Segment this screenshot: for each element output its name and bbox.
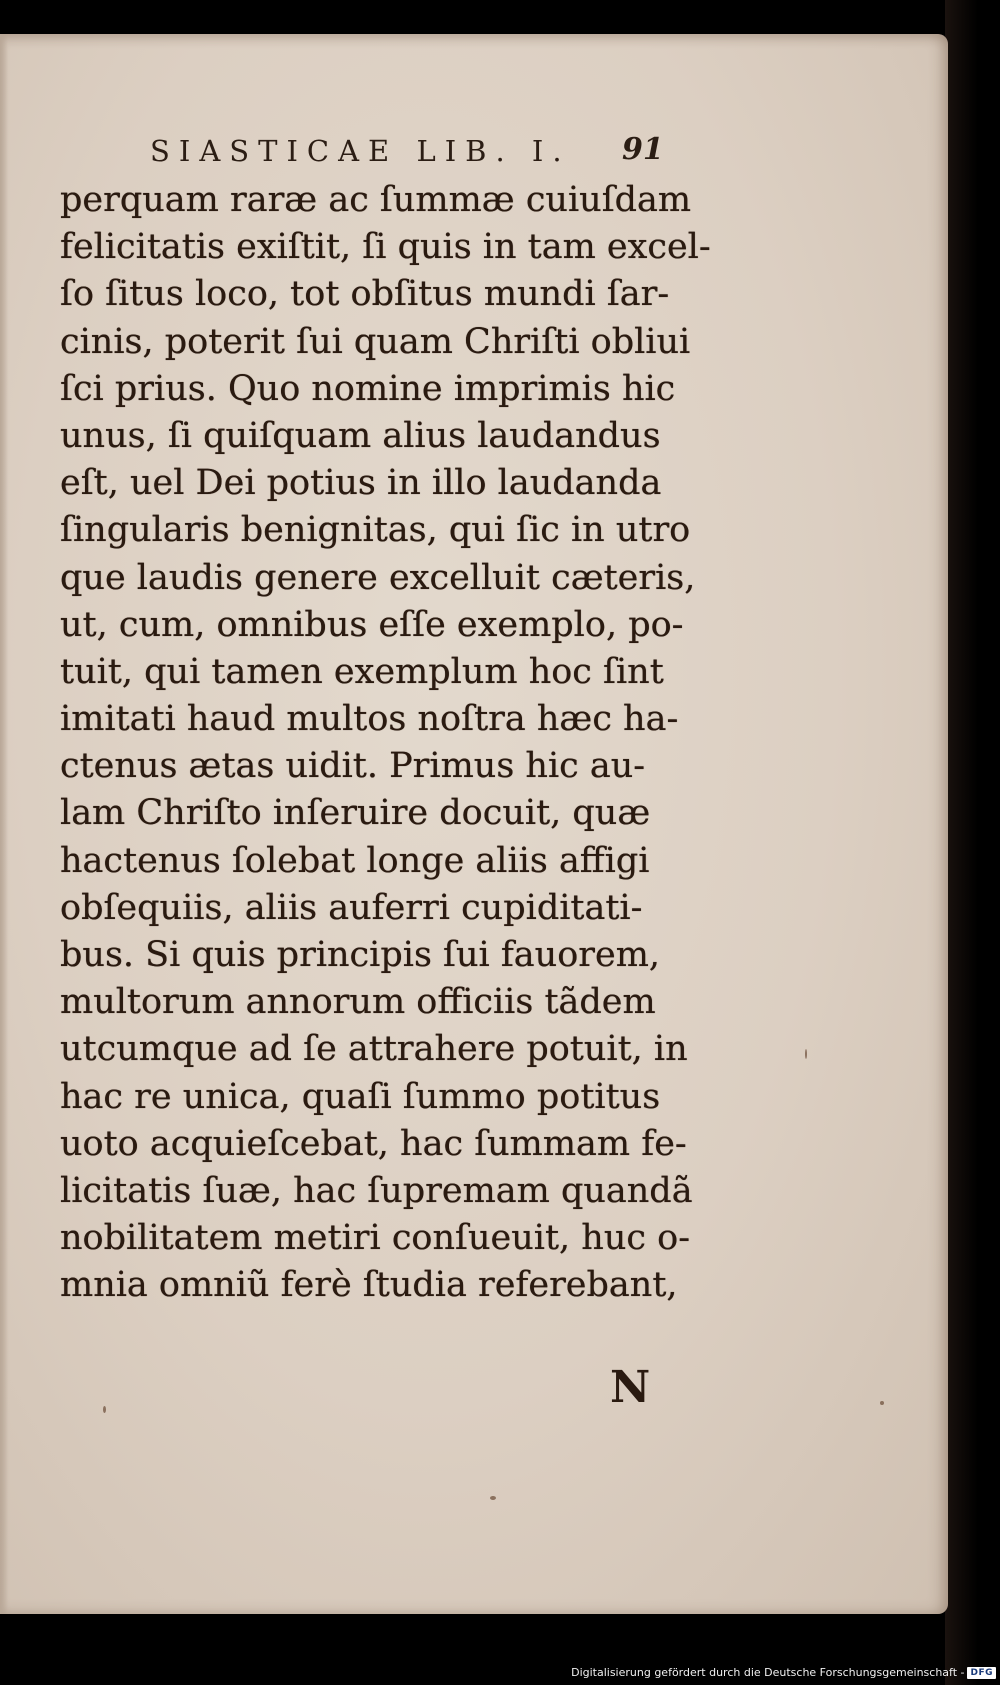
dfg-logo-icon: DFG [967,1667,996,1679]
text-line: imitati haud multos noſtra hæc ha- [60,699,679,740]
text-line: ſo ſitus loco, tot obſitus mundi ſar- [60,274,670,315]
text-line: tuit, qui tamen exemplum hoc ſint [60,651,664,692]
text-line: hactenus ſolebat longe aliis affigi [60,840,650,881]
book-page [0,34,948,1614]
text-line: que laudis genere excelluit cæteris, [60,557,696,598]
text-line: hac re unica, quaſi ſummo potitus [60,1076,661,1117]
paper-speck [880,1401,884,1405]
text-line: ut, cum, omnibus eſſe exemplo, po- [60,604,684,645]
text-line: mnia omniũ ferè ſtudia referebant, [60,1265,678,1306]
text-line: ſingularis benignitas, qui ſic in utro [60,510,691,551]
text-line: multorum annorum officiis tãdem [60,982,656,1023]
text-line: ctenus ætas uidit. Primus hic au- [60,746,646,787]
text-line: ſci prius. Quo nomine imprimis hic [60,368,676,409]
running-head: SIASTICAE LIB. I. [150,134,571,168]
paper-speck [490,1496,496,1500]
page-gutter-shadow [0,34,8,1614]
scan-right-border [945,0,1000,1685]
text-block [60,177,710,1310]
text-line: cinis, poterit ſui quam Chriſti obliui [60,321,691,362]
paper-speck [103,1406,106,1413]
text-line: bus. Si quis principis ſui fauorem, [60,935,661,975]
text-line: utcumque ad ſe attrahere potuit, in [60,1029,688,1070]
page-number: 91 [622,132,664,167]
text-line: perquam raræ ac ſummæ cuiuſdam [60,180,692,220]
signature-mark: N [610,1362,651,1413]
text-line: nobilitatem metiri conſueuit, huc o- [60,1218,691,1259]
text-line: obſequiis, aliis auferri cupiditati- [60,887,643,928]
text-line: uoto acquieſcebat, hac ſummam fe- [60,1123,687,1164]
text-line: lam Chriſto inſeruire docuit, quæ [60,793,651,834]
digitization-credit [571,1666,996,1679]
text-line: licitatis ſuæ, hac ſupremam quandã [60,1170,693,1211]
credit-text: Digitalisierung gefördert durch die Deutsche Forschungsgemeinschaft - [571,1666,965,1679]
text-line: felicitatis exiſtit, ſi quis in tam excel- [60,227,711,268]
scan-top-border [0,0,1000,32]
text-line: eſt, uel Dei potius in illo laudanda [60,463,662,504]
text-line: unus, ſi quiſquam alius laudandus [60,415,661,456]
paper-speck [805,1049,807,1059]
